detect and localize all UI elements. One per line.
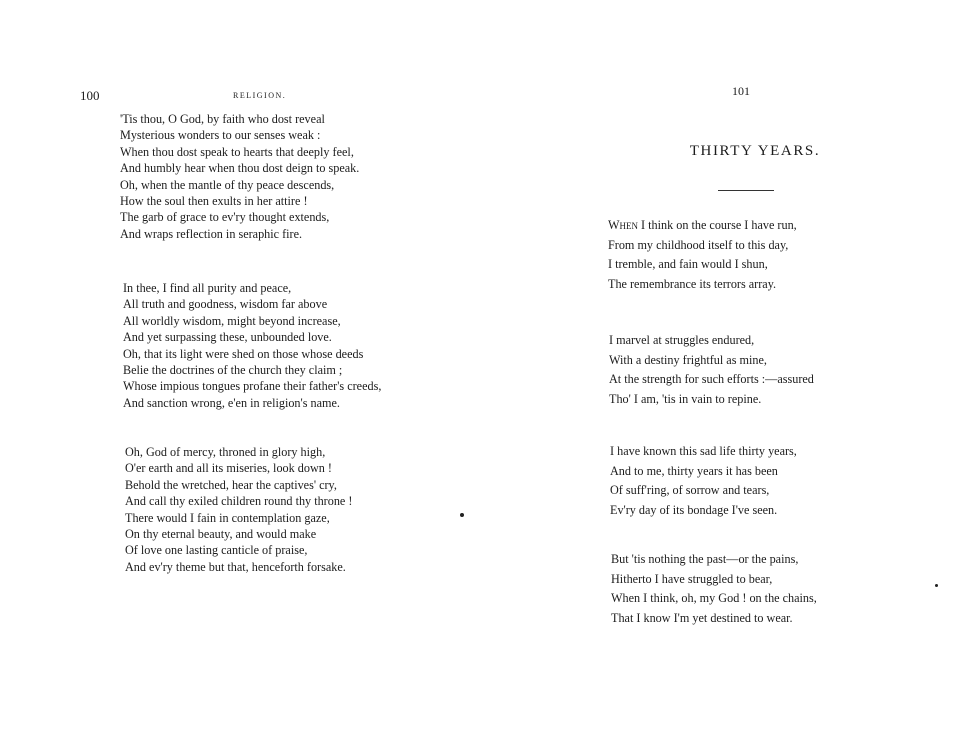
poem-line: Tho' I am, 'tis in vain to repine. bbox=[609, 391, 762, 406]
poem-line: Belie the doctrines of the church they claim ; bbox=[123, 362, 343, 377]
poem-line: Whose impious tongues profane their father's creeds, bbox=[123, 379, 382, 394]
poem-line: Hitherto I have struggled to bear, bbox=[611, 571, 773, 586]
poem-line: And wraps reflection in seraphic fire. bbox=[120, 226, 303, 241]
poem-line: I tremble, and fain would I shun, bbox=[608, 257, 768, 272]
poem-line: And ev'ry theme but that, henceforth forsake. bbox=[125, 559, 346, 574]
stanza-4 bbox=[611, 550, 817, 628]
running-head: RELIGION. bbox=[233, 91, 287, 100]
ink-speck bbox=[460, 513, 464, 517]
poem-line: All truth and goodness, wisdom far above bbox=[123, 297, 328, 312]
page-number-left: 100 bbox=[80, 88, 100, 103]
poem-line: In thee, I find all purity and peace, bbox=[123, 281, 292, 295]
poem-title: THIRTY YEARS. bbox=[689, 143, 821, 159]
page-number-right: 101 bbox=[732, 84, 750, 98]
stanza-2 bbox=[609, 331, 814, 409]
poem-line: At the strength for such efforts :—assured bbox=[609, 372, 814, 387]
poem-line: With a destiny frightful as mine, bbox=[609, 352, 767, 367]
poem-line: And sanction wrong, e'en in religion's name. bbox=[123, 395, 340, 410]
poem-line: Oh, God of mercy, throned in glory high, bbox=[125, 445, 326, 459]
poem-line: How the soul then exults in her attire ! bbox=[120, 193, 308, 208]
poem-line: That I know I'm yet destined to wear. bbox=[611, 610, 793, 625]
poem-line: And call thy exiled children round thy throne ! bbox=[125, 494, 353, 509]
poem-line: And yet surpassing these, unbounded love. bbox=[123, 330, 332, 345]
ink-speck bbox=[935, 584, 938, 587]
poem-line: But 'tis nothing the past—or the pains, bbox=[611, 552, 799, 566]
stanza-3 bbox=[610, 442, 797, 520]
poem-line: Oh, that its light were shed on those whose deeds bbox=[123, 346, 364, 361]
poem-line: The garb of grace to ev'ry thought extends, bbox=[120, 210, 330, 225]
title-rule bbox=[718, 190, 774, 191]
poem-line: O'er earth and all its miseries, look down ! bbox=[125, 461, 332, 476]
poem-line: Oh, when the mantle of thy peace descends, bbox=[120, 177, 335, 192]
poem-line: I have known this sad life thirty years, bbox=[610, 444, 797, 458]
poem-line: On thy eternal beauty, and would make bbox=[125, 526, 317, 541]
poem-line: Behold the wretched, hear the captives' cry, bbox=[125, 477, 337, 492]
poem-line: Of love one lasting canticle of praise, bbox=[125, 543, 308, 558]
poem-line: Ev'ry day of its bondage I've seen. bbox=[610, 502, 778, 517]
poem-line: From my childhood itself to this day, bbox=[608, 237, 789, 252]
stanza-3 bbox=[125, 444, 352, 575]
stanza-2 bbox=[123, 280, 381, 411]
poem-line: All worldly wisdom, might beyond increase, bbox=[123, 313, 341, 328]
poem-line: When I think, oh, my God ! on the chains, bbox=[611, 591, 817, 606]
poem-line: 'Tis thou, O God, by faith who dost reveal bbox=[120, 112, 325, 126]
poem-line: When I think on the course I have run, bbox=[608, 218, 797, 232]
poem-line: The remembrance its terrors array. bbox=[608, 276, 777, 291]
poem-line: And to me, thirty years it has been bbox=[610, 463, 778, 478]
poem-line: Of suff'ring, of sorrow and tears, bbox=[610, 483, 770, 498]
right-page bbox=[490, 0, 980, 737]
poem-line: When thou dost speak to hearts that deeply feel, bbox=[120, 144, 354, 159]
stanza-1 bbox=[120, 111, 359, 242]
poem-line: And humbly hear when thou dost deign to speak. bbox=[120, 161, 360, 176]
poem-line: There would I fain in contemplation gaze, bbox=[125, 510, 330, 525]
poem-line: Mysterious wonders to our senses weak : bbox=[120, 128, 321, 143]
stanza-1 bbox=[608, 216, 797, 294]
poem-line: I marvel at struggles endured, bbox=[609, 333, 755, 347]
